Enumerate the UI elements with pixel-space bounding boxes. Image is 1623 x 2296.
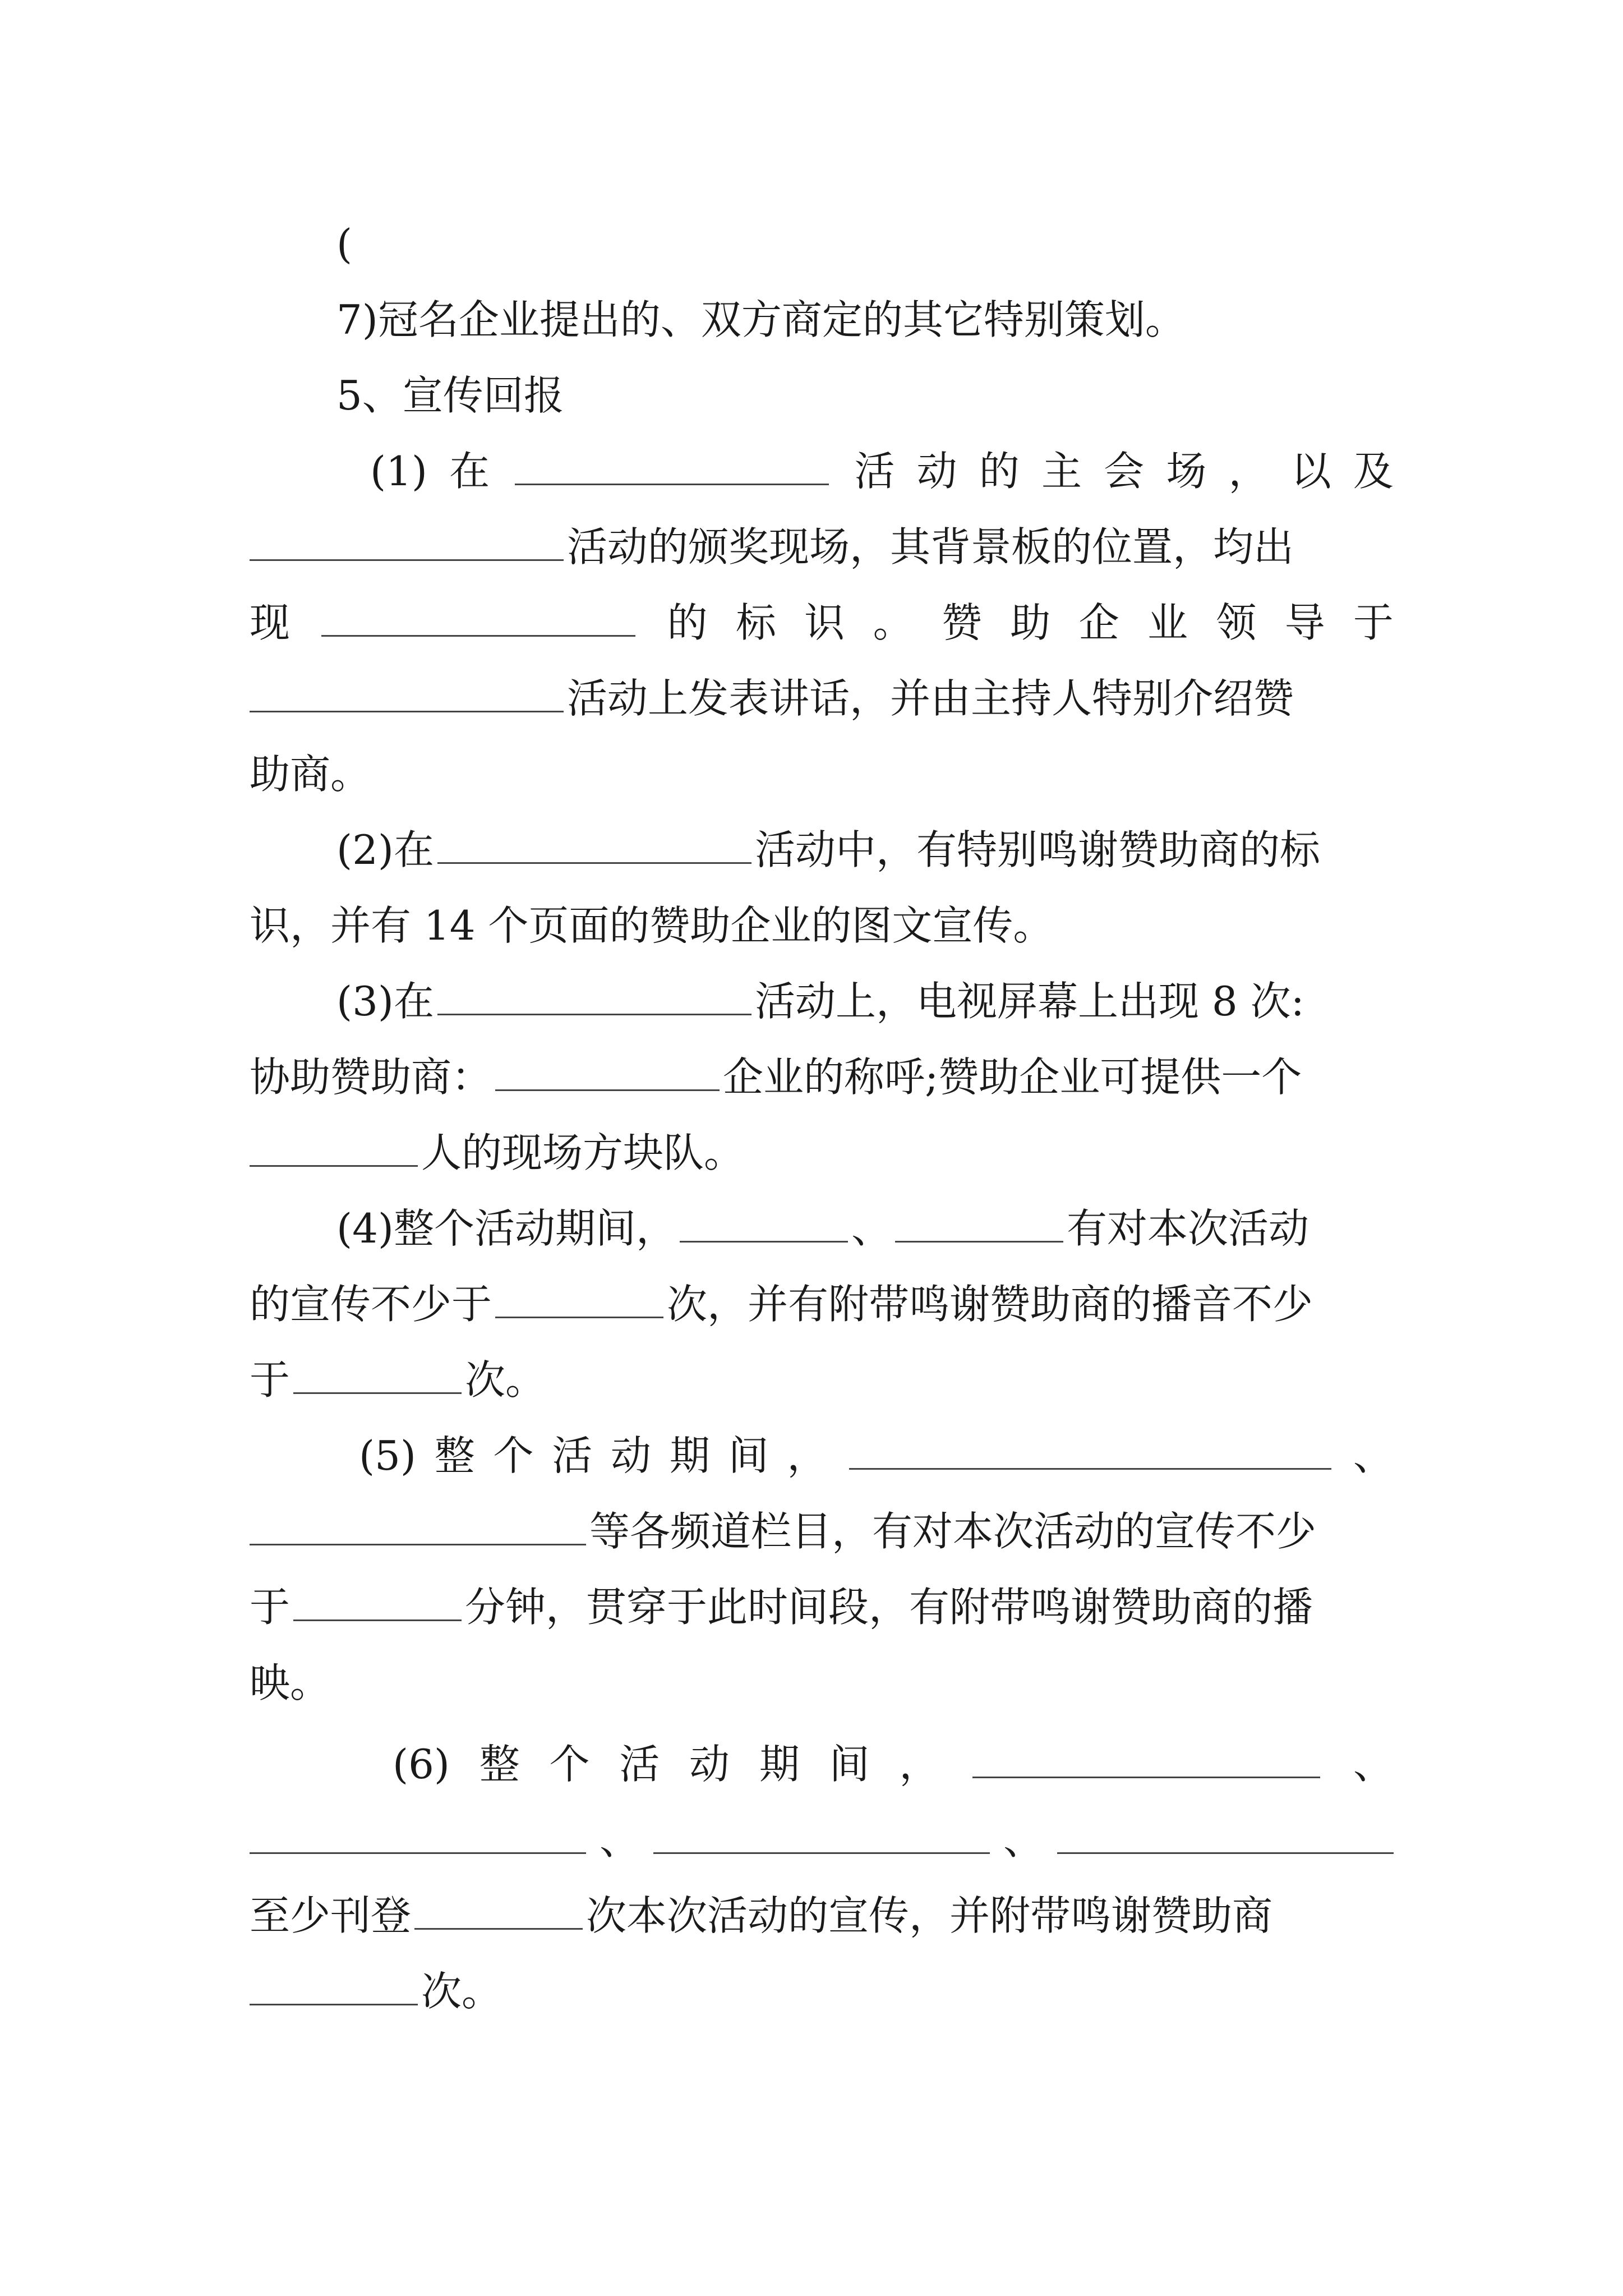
text-span: 在 xyxy=(449,448,490,495)
text-span: 期 xyxy=(669,1432,710,1479)
fill-blank[interactable] xyxy=(895,1204,1063,1243)
text-span: 活动上，电视屏幕上出现 8 次: xyxy=(755,978,1304,1025)
para-3-line-2 xyxy=(250,1049,1394,1105)
text-span: 活动的颁奖现场，其背景板的位置，均出 xyxy=(567,523,1294,570)
text-span: (2)在 xyxy=(336,826,434,873)
para-1-line-5: 助商。 xyxy=(250,751,371,798)
text-span: (3)在 xyxy=(336,978,434,1025)
fill-blank[interactable] xyxy=(414,1891,583,1930)
text-span: 个 xyxy=(493,1432,534,1479)
text-span: ， xyxy=(787,1432,828,1479)
text-span: 次本次活动的宣传，并附带鸣谢赞助商 xyxy=(586,1892,1273,1939)
text-span: (4)整个活动期间， xyxy=(336,1205,676,1252)
text-span: 于 xyxy=(250,1356,291,1404)
text-span: 。 xyxy=(873,599,914,646)
para-4-line-2 xyxy=(250,1276,1394,1332)
fill-blank[interactable] xyxy=(437,825,751,864)
para-5-line-4: 映。 xyxy=(250,1659,331,1706)
paren-line: ( xyxy=(336,220,353,268)
text-span: 等各频道栏目，有对本次活动的宣传不少 xyxy=(589,1508,1317,1555)
para-1-line-1 xyxy=(370,443,1394,499)
text-span: 会 xyxy=(1104,448,1145,495)
text-span: 、 xyxy=(599,1816,640,1864)
fill-blank[interactable] xyxy=(293,1355,462,1394)
text-span: (5) xyxy=(359,1432,416,1479)
text-span: 分钟，贯穿于此时间段，有附带鸣谢赞助商的播 xyxy=(465,1584,1313,1631)
text-span: 次。 xyxy=(465,1356,546,1404)
fill-blank[interactable] xyxy=(680,1204,848,1243)
text-span: ， xyxy=(1228,448,1269,495)
text-span: 个 xyxy=(549,1741,590,1788)
text-span: 识 xyxy=(804,599,845,646)
text-span: 活动上发表讲话，并由主持人特别介绍赞 xyxy=(567,675,1294,722)
para-6-line-2 xyxy=(250,1812,1394,1868)
text-span: 间 xyxy=(728,1432,769,1479)
text-span: 导 xyxy=(1284,599,1325,646)
fill-blank[interactable] xyxy=(495,1052,720,1091)
text-span: 的宣传不少于 xyxy=(250,1281,492,1328)
para-1-line-3 xyxy=(250,595,1394,651)
text-span: 于 xyxy=(1353,599,1394,646)
text-span: (6) xyxy=(393,1741,450,1788)
text-span: 动 xyxy=(689,1741,730,1788)
fill-blank[interactable] xyxy=(250,674,564,712)
text-span: 次，并有附带鸣谢赞助商的播音不少 xyxy=(667,1281,1313,1328)
section-heading: 5、宣传回报 xyxy=(336,372,564,419)
text-span: 领 xyxy=(1216,599,1257,646)
fill-blank[interactable] xyxy=(250,1128,418,1167)
text-span: 以 xyxy=(1290,448,1331,495)
para-3-line-1 xyxy=(336,973,1481,1029)
text-span: 整 xyxy=(434,1432,475,1479)
text-span: 标 xyxy=(735,599,776,646)
text-span: 于 xyxy=(250,1584,291,1631)
fill-blank[interactable] xyxy=(250,522,564,561)
text-span: 整 xyxy=(479,1741,520,1788)
fill-blank[interactable] xyxy=(1057,1815,1394,1854)
text-span: 期 xyxy=(759,1741,800,1788)
para-1-line-2 xyxy=(250,519,1394,575)
para-4-line-3 xyxy=(250,1352,1394,1408)
para-2-line-2: 识，并有 14 个页面的赞助企业的图文宣传。 xyxy=(250,902,1054,949)
text-span: 活 xyxy=(619,1741,660,1788)
text-span: 活 xyxy=(854,448,895,495)
fill-blank[interactable] xyxy=(437,977,751,1015)
text-span: 间 xyxy=(829,1741,870,1788)
para-2-line-1 xyxy=(336,822,1481,878)
fill-blank[interactable] xyxy=(495,1280,663,1318)
text-span: 业 xyxy=(1147,599,1188,646)
fill-blank[interactable] xyxy=(515,447,829,485)
text-span: 活 xyxy=(552,1432,593,1479)
para-5-line-1 xyxy=(359,1428,1394,1484)
text-span: 助 xyxy=(1010,599,1051,646)
text-span: 、 xyxy=(851,1205,892,1252)
para-6-line-4 xyxy=(250,1963,1394,2019)
text-span: 人的现场方块队。 xyxy=(421,1129,745,1176)
fill-blank[interactable] xyxy=(250,1507,586,1545)
text-span: 的 xyxy=(979,448,1020,495)
text-span: 的 xyxy=(667,599,708,646)
text-span: 企业的称呼;赞助企业可提供一个 xyxy=(723,1053,1302,1101)
item-7-line: 7)冠名企业提出的、双方商定的其它特别策划。 xyxy=(336,296,1186,343)
fill-blank[interactable] xyxy=(849,1431,1331,1470)
para-5-line-3 xyxy=(250,1579,1394,1635)
text-span: 动 xyxy=(916,448,957,495)
fill-blank[interactable] xyxy=(972,1740,1320,1778)
fill-blank[interactable] xyxy=(250,1967,418,2005)
fill-blank[interactable] xyxy=(250,1815,586,1854)
para-5-line-2 xyxy=(250,1503,1394,1559)
text-span: ， xyxy=(899,1741,940,1788)
text-span: 次。 xyxy=(421,1968,502,2015)
text-span: 协助赞助商： xyxy=(250,1053,492,1101)
text-span: 、 xyxy=(1353,1432,1394,1479)
fill-blank[interactable] xyxy=(653,1815,990,1854)
text-span: 有对本次活动 xyxy=(1067,1205,1310,1252)
para-6-line-3 xyxy=(250,1888,1394,1944)
text-span: 活动中，有特别鸣谢赞助商的标 xyxy=(755,826,1321,873)
para-6-line-1 xyxy=(393,1736,1394,1792)
text-span: 企 xyxy=(1078,599,1119,646)
text-span: 、 xyxy=(1353,1741,1394,1788)
text-span: 至少刊登 xyxy=(250,1892,412,1939)
text-span: 赞 xyxy=(941,599,982,646)
para-3-line-3 xyxy=(250,1125,1394,1181)
text-span: 主 xyxy=(1041,448,1082,495)
para-1-line-4 xyxy=(250,670,1394,726)
text-span: 、 xyxy=(1003,1816,1044,1864)
text-span: 场 xyxy=(1166,448,1207,495)
text-span: 及 xyxy=(1353,448,1394,495)
fill-blank[interactable] xyxy=(321,598,635,637)
fill-blank[interactable] xyxy=(293,1582,462,1621)
text-span: (1) xyxy=(370,448,427,495)
text-span: 动 xyxy=(611,1432,652,1479)
para-4-line-1 xyxy=(336,1200,1481,1257)
text-span: 现 xyxy=(250,599,291,646)
